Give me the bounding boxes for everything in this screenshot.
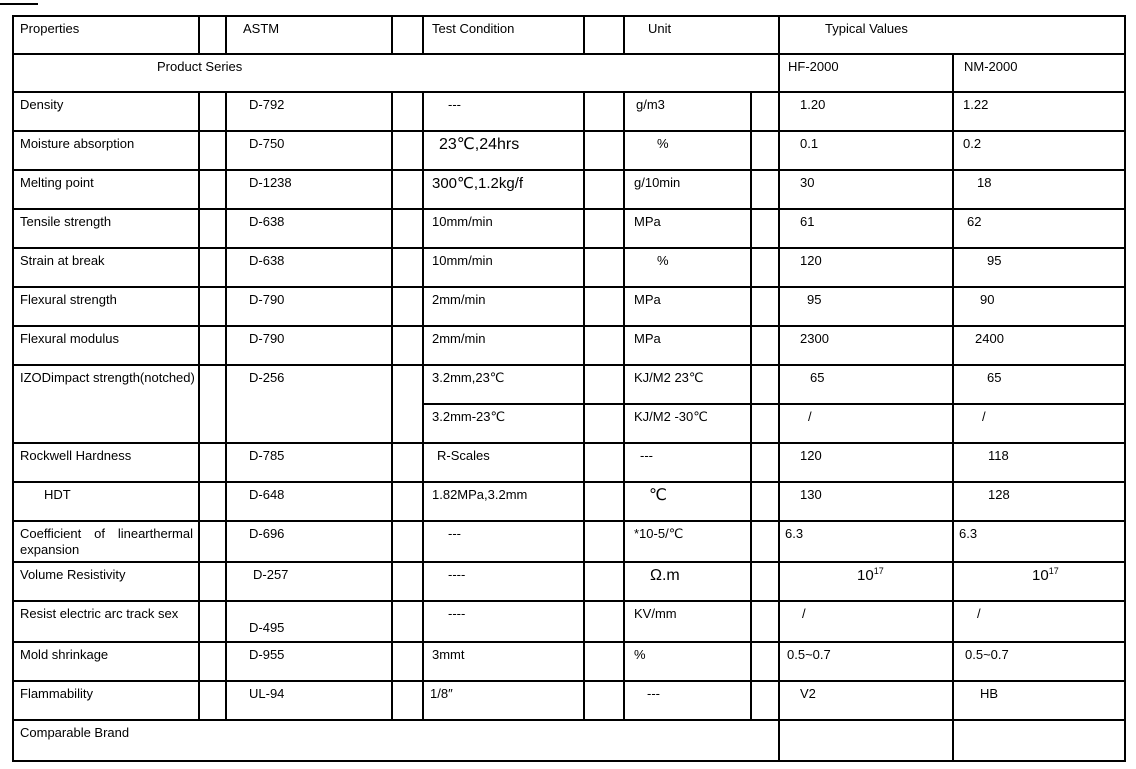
value-cell bbox=[953, 642, 1125, 681]
spacer-cell bbox=[751, 601, 779, 642]
cell-text: ℃ bbox=[649, 487, 667, 504]
cell-text: 90 bbox=[980, 292, 995, 307]
cell-text: 10 bbox=[857, 567, 874, 584]
cell-text: D-792 bbox=[249, 97, 285, 112]
cell-text: MPa bbox=[634, 214, 661, 229]
cell-text: 10 bbox=[1032, 567, 1049, 584]
cell-text: 3.2mm,23℃ bbox=[432, 370, 505, 385]
spacer-cell bbox=[199, 131, 226, 170]
value-cell bbox=[953, 365, 1125, 404]
cell-text: g/m3 bbox=[636, 97, 665, 112]
spacer-cell bbox=[392, 16, 423, 54]
property-label bbox=[13, 482, 199, 521]
property-label bbox=[13, 365, 199, 443]
value-cell bbox=[953, 601, 1125, 642]
value-cell bbox=[226, 170, 392, 209]
value-cell bbox=[226, 482, 392, 521]
value-cell bbox=[226, 131, 392, 170]
spacer-cell bbox=[392, 131, 423, 170]
cell-text: 2mm/min bbox=[432, 331, 486, 346]
spacer-cell bbox=[392, 92, 423, 131]
cell-text: / bbox=[802, 606, 806, 621]
cell-text: Rockwell Hardness bbox=[20, 448, 132, 463]
column-header bbox=[779, 16, 1125, 54]
spacer-cell bbox=[751, 562, 779, 601]
cell-text: 62 bbox=[967, 214, 982, 229]
value-cell bbox=[423, 365, 584, 404]
value-cell bbox=[779, 92, 953, 131]
spacer-cell bbox=[584, 404, 624, 443]
cell-text: 65 bbox=[810, 370, 825, 385]
cell-text: ASTM bbox=[243, 21, 280, 36]
superscript: 17 bbox=[1048, 566, 1059, 576]
value-cell bbox=[779, 562, 953, 601]
value-cell bbox=[624, 209, 751, 248]
stray-line-artifact bbox=[0, 3, 38, 5]
property-label bbox=[423, 404, 584, 443]
property-label bbox=[13, 131, 199, 170]
value-cell bbox=[423, 326, 584, 365]
value-cell bbox=[624, 92, 751, 131]
cell-text: 10mm/min bbox=[432, 253, 493, 268]
properties-table bbox=[12, 15, 1126, 762]
value-cell bbox=[779, 209, 953, 248]
spacer-cell bbox=[199, 681, 226, 720]
spacer-cell bbox=[199, 642, 226, 681]
value-cell bbox=[779, 443, 953, 482]
property-label bbox=[13, 562, 199, 601]
value-cell bbox=[423, 562, 584, 601]
cell-text: MPa bbox=[634, 292, 661, 307]
value-cell bbox=[953, 443, 1125, 482]
value-cell bbox=[953, 170, 1125, 209]
value-cell bbox=[953, 482, 1125, 521]
value-cell bbox=[779, 681, 953, 720]
cell-text: --- bbox=[448, 526, 461, 541]
spacer-cell bbox=[584, 16, 624, 54]
value-cell bbox=[624, 443, 751, 482]
cell-text: % bbox=[657, 253, 669, 268]
cell-text: --- bbox=[647, 686, 660, 701]
cell-text: Flexural strength bbox=[20, 292, 117, 307]
spacer-cell bbox=[199, 601, 226, 642]
value-cell bbox=[226, 642, 392, 681]
cell-text: 1.20 bbox=[800, 97, 826, 112]
cell-text: 6.3 bbox=[959, 526, 978, 541]
table-row bbox=[13, 16, 1125, 54]
table-row bbox=[13, 365, 1125, 404]
value-cell bbox=[423, 287, 584, 326]
cell-text: D-790 bbox=[249, 331, 285, 346]
value-cell bbox=[953, 404, 1125, 443]
spacer-cell bbox=[751, 521, 779, 562]
property-label bbox=[13, 92, 199, 131]
cell-text: 0.5~0.7 bbox=[965, 647, 1009, 662]
cell-text: 95 bbox=[987, 253, 1002, 268]
cell-text: 1.22 bbox=[963, 97, 989, 112]
table-row bbox=[13, 720, 1125, 761]
cell-text: 30 bbox=[800, 175, 815, 190]
value-cell bbox=[953, 92, 1125, 131]
cell-text: HB bbox=[980, 686, 999, 701]
cell-text: KJ/M2 -30℃ bbox=[634, 409, 708, 424]
value-cell bbox=[779, 170, 953, 209]
value-cell bbox=[226, 365, 392, 443]
spacer-cell bbox=[199, 326, 226, 365]
spacer-cell bbox=[199, 92, 226, 131]
value-cell bbox=[624, 601, 751, 642]
cell-text: 23℃,24hrs bbox=[439, 136, 520, 153]
property-label bbox=[13, 521, 199, 562]
value-cell bbox=[779, 482, 953, 521]
spacer-cell bbox=[392, 681, 423, 720]
value-cell bbox=[624, 170, 751, 209]
cell-text: Flammability bbox=[20, 686, 93, 701]
cell-text: 128 bbox=[988, 487, 1010, 502]
spacer-cell bbox=[751, 443, 779, 482]
value-cell bbox=[953, 131, 1125, 170]
cell-text: 3mmt bbox=[432, 647, 465, 662]
table-body bbox=[13, 16, 1125, 761]
property-label bbox=[13, 209, 199, 248]
spacer-cell bbox=[751, 365, 779, 404]
spacer-cell bbox=[584, 287, 624, 326]
spacer-cell bbox=[199, 170, 226, 209]
property-label bbox=[13, 287, 199, 326]
cell-text: Product Series bbox=[157, 59, 243, 74]
column-header bbox=[624, 16, 779, 54]
spacer-cell bbox=[199, 248, 226, 287]
cell-text: D-256 bbox=[249, 370, 285, 385]
cell-text: KV/mm bbox=[634, 606, 677, 621]
property-label bbox=[13, 601, 199, 642]
cell-text: D-638 bbox=[249, 214, 285, 229]
table-row bbox=[13, 131, 1125, 170]
spacer-cell bbox=[392, 209, 423, 248]
value-cell bbox=[779, 287, 953, 326]
cell-text: KJ/M2 23℃ bbox=[634, 370, 704, 385]
spacer-cell bbox=[584, 681, 624, 720]
table-row bbox=[13, 482, 1125, 521]
cell-text: V2 bbox=[800, 686, 816, 701]
value-cell bbox=[624, 248, 751, 287]
spacer-cell bbox=[751, 326, 779, 365]
spacer-cell bbox=[392, 601, 423, 642]
value-cell bbox=[953, 326, 1125, 365]
value-cell bbox=[779, 404, 953, 443]
value-cell bbox=[624, 287, 751, 326]
column-header bbox=[779, 54, 953, 92]
value-cell bbox=[423, 248, 584, 287]
value-cell bbox=[226, 681, 392, 720]
property-label bbox=[13, 248, 199, 287]
spacer-cell bbox=[584, 170, 624, 209]
value-cell bbox=[779, 365, 953, 404]
spacer-cell bbox=[392, 642, 423, 681]
value-cell bbox=[953, 248, 1125, 287]
spacer-cell bbox=[584, 326, 624, 365]
cell-text: D-257 bbox=[253, 567, 289, 582]
value-cell bbox=[226, 521, 392, 562]
value-cell bbox=[423, 521, 584, 562]
value-cell bbox=[953, 287, 1125, 326]
cell-text: 2300 bbox=[800, 331, 829, 346]
value-cell bbox=[624, 521, 751, 562]
cell-text: / bbox=[808, 409, 812, 424]
column-header bbox=[953, 54, 1125, 92]
column-header bbox=[226, 16, 392, 54]
cell-text: 0.2 bbox=[963, 136, 982, 151]
value-cell bbox=[226, 248, 392, 287]
spacer-cell bbox=[199, 16, 226, 54]
cell-text: 1/8″ bbox=[430, 686, 453, 701]
spacer-cell bbox=[199, 209, 226, 248]
cell-text: g/10min bbox=[634, 175, 681, 190]
spacer-cell bbox=[199, 521, 226, 562]
spacer-cell bbox=[751, 642, 779, 681]
cell-text: D-790 bbox=[249, 292, 285, 307]
spacer-cell bbox=[751, 92, 779, 131]
spacer-cell bbox=[199, 562, 226, 601]
cell-text: 120 bbox=[800, 253, 822, 268]
cell-text: D-1238 bbox=[249, 175, 292, 190]
spacer-cell bbox=[751, 404, 779, 443]
value-cell bbox=[226, 601, 392, 642]
table-row bbox=[13, 521, 1125, 562]
cell-text: Density bbox=[20, 97, 64, 112]
cell-text: Flexural modulus bbox=[20, 331, 119, 346]
cell-text: Coefficient of linearthermal expansion bbox=[20, 526, 193, 557]
spacer-cell bbox=[392, 482, 423, 521]
value-cell bbox=[779, 642, 953, 681]
value-cell bbox=[624, 365, 751, 404]
cell-text: 65 bbox=[987, 370, 1002, 385]
table-row bbox=[13, 287, 1125, 326]
value-cell bbox=[953, 209, 1125, 248]
spacer-cell bbox=[751, 131, 779, 170]
value-cell bbox=[423, 681, 584, 720]
cell-text: % bbox=[657, 136, 669, 151]
property-label bbox=[13, 443, 199, 482]
spacer-cell bbox=[751, 681, 779, 720]
value-cell bbox=[423, 131, 584, 170]
value-cell bbox=[226, 92, 392, 131]
table-row bbox=[13, 248, 1125, 287]
spacer-cell bbox=[584, 365, 624, 404]
value-cell bbox=[779, 248, 953, 287]
value-cell bbox=[226, 562, 392, 601]
cell-text: MPa bbox=[634, 331, 661, 346]
value-cell bbox=[226, 209, 392, 248]
spacer-cell bbox=[392, 326, 423, 365]
value-cell bbox=[226, 326, 392, 365]
cell-text: / bbox=[982, 409, 986, 424]
property-label bbox=[13, 642, 199, 681]
spacer-cell bbox=[584, 482, 624, 521]
value-cell bbox=[423, 170, 584, 209]
value-cell bbox=[624, 404, 751, 443]
value-cell bbox=[779, 326, 953, 365]
cell-text: 120 bbox=[800, 448, 822, 463]
value-cell bbox=[953, 562, 1125, 601]
spacer-cell bbox=[584, 248, 624, 287]
spacer-cell bbox=[584, 562, 624, 601]
cell-text: Strain at break bbox=[20, 253, 105, 268]
column-header bbox=[423, 16, 584, 54]
value-cell bbox=[624, 562, 751, 601]
spacer-cell bbox=[199, 482, 226, 521]
cell-text: 3.2mm-23℃ bbox=[432, 409, 506, 424]
value-cell bbox=[953, 681, 1125, 720]
table-row bbox=[13, 681, 1125, 720]
table-row bbox=[13, 443, 1125, 482]
value-cell bbox=[624, 326, 751, 365]
cell-text: Melting point bbox=[20, 175, 94, 190]
cell-text: UL-94 bbox=[249, 686, 285, 701]
column-header bbox=[13, 16, 199, 54]
value-cell bbox=[423, 601, 584, 642]
property-label bbox=[13, 326, 199, 365]
value-cell bbox=[226, 287, 392, 326]
table-row bbox=[13, 170, 1125, 209]
cell-text: Tensile strength bbox=[20, 214, 112, 229]
table-row bbox=[13, 642, 1125, 681]
spacer-cell bbox=[751, 482, 779, 521]
cell-text: 0.1 bbox=[800, 136, 819, 151]
cell-text: % bbox=[634, 647, 646, 662]
spacer-cell bbox=[199, 365, 226, 443]
cell-text: 2400 bbox=[975, 331, 1004, 346]
cell-text: Moisture absorption bbox=[20, 136, 135, 151]
cell-text: / bbox=[977, 606, 981, 621]
cell-text: 118 bbox=[988, 448, 1009, 463]
spacer-cell bbox=[392, 521, 423, 562]
value-cell bbox=[624, 681, 751, 720]
table-row bbox=[13, 601, 1125, 642]
cell-text: HF-2000 bbox=[788, 59, 839, 74]
cell-text: 6.3 bbox=[785, 526, 804, 541]
cell-text: 2mm/min bbox=[432, 292, 486, 307]
cell-text: 61 bbox=[800, 214, 815, 229]
table-row bbox=[13, 92, 1125, 131]
value-cell bbox=[953, 521, 1125, 562]
cell-text: Typical Values bbox=[825, 21, 908, 36]
cell-text: Ω.m bbox=[650, 567, 680, 584]
property-label bbox=[13, 720, 779, 761]
cell-text: Test Condition bbox=[432, 21, 515, 36]
spacer-cell bbox=[584, 601, 624, 642]
property-label bbox=[13, 170, 199, 209]
cell-text: 300℃,1.2kg/f bbox=[432, 175, 524, 192]
cell-text: 18 bbox=[977, 175, 992, 190]
value-cell bbox=[624, 131, 751, 170]
cell-text: --- bbox=[640, 448, 653, 463]
value-cell bbox=[423, 92, 584, 131]
cell-text: Unit bbox=[648, 21, 672, 36]
value-cell bbox=[779, 601, 953, 642]
cell-text: HDT bbox=[44, 487, 71, 502]
spacer-cell bbox=[584, 642, 624, 681]
cell-text: IZODimpact strength(notched) bbox=[20, 370, 195, 385]
cell-text: NM-2000 bbox=[964, 59, 1018, 74]
spacer-cell bbox=[199, 287, 226, 326]
value-cell bbox=[423, 482, 584, 521]
spacer-cell bbox=[584, 131, 624, 170]
spacer-cell bbox=[392, 170, 423, 209]
spacer-cell bbox=[584, 209, 624, 248]
cell-text: D-696 bbox=[249, 526, 285, 541]
cell-text: Resist electric arc track sex bbox=[20, 606, 179, 621]
cell-text: *10-5/℃ bbox=[634, 526, 684, 541]
value-cell bbox=[624, 642, 751, 681]
spacer-cell bbox=[392, 287, 423, 326]
cell-text: D-495 bbox=[249, 620, 285, 635]
cell-text: D-648 bbox=[249, 487, 285, 502]
cell-text: Comparable Brand bbox=[20, 725, 130, 740]
spacer-cell bbox=[584, 92, 624, 131]
cell-text: R-Scales bbox=[437, 448, 490, 463]
table-row bbox=[13, 54, 1125, 92]
cell-text: ---- bbox=[448, 567, 466, 582]
spacer-cell bbox=[751, 287, 779, 326]
cell-text: 0.5~0.7 bbox=[787, 647, 831, 662]
value-cell bbox=[779, 131, 953, 170]
cell-text: Mold shrinkage bbox=[20, 647, 109, 662]
value-cell bbox=[423, 642, 584, 681]
spacer-cell bbox=[584, 443, 624, 482]
cell-text: D-785 bbox=[249, 448, 285, 463]
cell-text: 1.82MPa,3.2mm bbox=[432, 487, 528, 502]
spacer-cell bbox=[392, 365, 423, 443]
cell-text: Properties bbox=[20, 21, 80, 36]
spacer-cell bbox=[751, 170, 779, 209]
value-cell bbox=[423, 209, 584, 248]
table-row bbox=[13, 209, 1125, 248]
column-header bbox=[13, 54, 779, 92]
cell-text: D-750 bbox=[249, 136, 285, 151]
cell-text: 95 bbox=[807, 292, 822, 307]
cell-text: --- bbox=[448, 97, 461, 112]
value-cell bbox=[423, 443, 584, 482]
spacer-cell bbox=[392, 562, 423, 601]
cell-text: Volume Resistivity bbox=[20, 567, 126, 582]
cell-text: D-638 bbox=[249, 253, 285, 268]
spacer-cell bbox=[584, 521, 624, 562]
cell-text: ---- bbox=[448, 606, 466, 621]
value-cell bbox=[779, 521, 953, 562]
cell-text: 10mm/min bbox=[432, 214, 493, 229]
value-cell bbox=[624, 482, 751, 521]
spacer-cell bbox=[751, 248, 779, 287]
value-cell bbox=[226, 443, 392, 482]
spacer-cell bbox=[199, 443, 226, 482]
value-cell bbox=[779, 720, 953, 761]
superscript: 17 bbox=[873, 566, 884, 576]
table-row bbox=[13, 562, 1125, 601]
cell-text: 130 bbox=[800, 487, 822, 502]
table-row bbox=[13, 326, 1125, 365]
property-label bbox=[13, 681, 199, 720]
spacer-cell bbox=[392, 443, 423, 482]
spacer-cell bbox=[751, 209, 779, 248]
value-cell bbox=[953, 720, 1125, 761]
cell-text: D-955 bbox=[249, 647, 285, 662]
spacer-cell bbox=[392, 248, 423, 287]
